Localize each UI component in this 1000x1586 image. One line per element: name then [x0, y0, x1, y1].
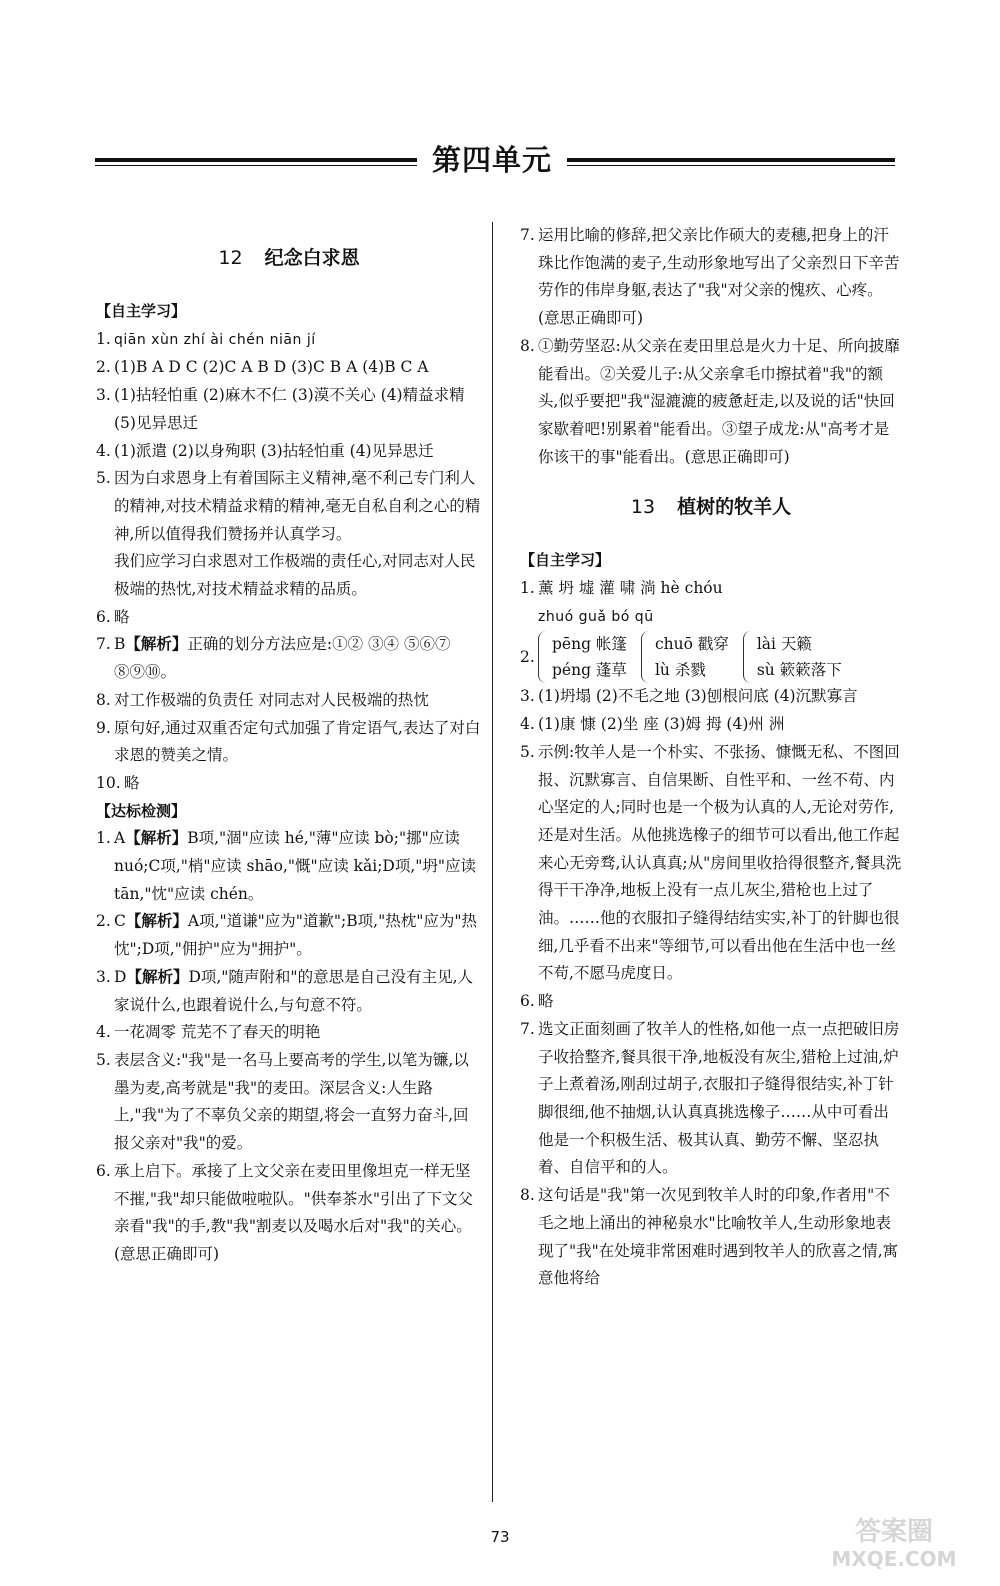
answer-item	[96, 687, 482, 715]
answer-item	[96, 825, 482, 908]
item-number: 3.	[520, 687, 535, 706]
section-heading: 【自主学习】	[520, 551, 611, 570]
answer-letter: D	[114, 967, 127, 986]
lesson-title: 纪念白求恩	[264, 247, 360, 269]
item-text: ①勤劳坚忍:从父亲在麦田里总是火力十足、所向披靡能看出。②关爱儿子:从父亲拿毛巾擦拭着"我"的额头,似乎要把"我"湿漉漉的疲惫赶走,以及说的话"快回家歇着吧!别累着"能看出。③望子成龙:从"高考才是你该干的事"能看出。(意思正确即可)	[538, 336, 900, 466]
lesson-13-heading	[520, 493, 902, 521]
item-number: 1.	[96, 329, 111, 348]
watermark-top: 答案圈	[854, 1517, 934, 1547]
lesson-number: 12	[218, 247, 243, 269]
item-text: 对工作极端的负责任 对同志对人民极端的热忱	[114, 690, 429, 709]
answer-item	[520, 1016, 902, 1182]
item-text: (1)B A D C (2)C A B D (3)C B A (4)B C A	[114, 358, 429, 377]
left-column	[96, 222, 482, 1269]
answer-item	[96, 1019, 482, 1047]
lesson-title: 植树的牧羊人	[677, 496, 792, 519]
item-text: 表层含义:"我"是一名马上要高考的学生,以笔为镰,以墨为麦,高考就是"我"的麦田。深层含义:人生路上,"我"为了不辜负父亲的期望,将会一直努力奋斗,回报父亲对"我"的爱。	[114, 1050, 469, 1153]
item-number: 2.	[96, 358, 111, 377]
item-number: 4.	[520, 715, 535, 734]
analysis-label: 【解析】	[125, 912, 188, 931]
item-text: (1)拈轻怕重 (2)麻木不仁 (3)漠不关心 (4)精益求精 (5)见异思迁	[114, 386, 465, 432]
item-text: A项,"道谦"应为"道歉";B项,"热枕"应为"热忱";D项,"佣护"应为"拥护"。	[114, 912, 477, 959]
item-text: 这句话是"我"第一次见到牧羊人时的印象,作者用"不毛之地上涌出的神秘泉水"比喻牧羊人,生动形象地表现了"我"在处境非常困难时遇到牧羊人的欣喜之情,寓意他将给	[538, 1186, 899, 1288]
brace-item: lài 天籁	[756, 635, 812, 654]
item-text: B项,"涸"应读 hé,"薄"应读 bò;"挪"应读 nuó;C项,"梢"应读 shāo,"慨"应读 kǎi;D项,"坍"应读 tān,"忱"应读 chén。	[114, 829, 477, 903]
watermark-logo	[804, 1510, 984, 1572]
item-number: 7.	[520, 226, 535, 244]
answer-item	[520, 1182, 902, 1293]
answer-item	[520, 575, 902, 631]
answer-item	[96, 438, 482, 466]
answer-item	[96, 548, 482, 603]
item-text: 薰 坍 墟 灌 啸 淌 hè chóu	[538, 579, 723, 598]
item-number: 1.	[520, 579, 535, 598]
brace-item: sù 簌簌落下	[756, 661, 842, 680]
answer-item-braces	[520, 631, 902, 683]
item-number: 10.	[96, 773, 121, 792]
item-text: 原句好,通过双重否定句式加强了肯定语气,表达了对白求恩的赞美之情。	[114, 718, 481, 765]
item-text: 正确的划分方法应是:①② ③④ ⑤⑥⑦ ⑧⑨⑩。	[114, 635, 451, 682]
brace-group	[641, 631, 729, 683]
brace-group	[743, 631, 842, 683]
item-pinyin: zhuó guǎ bó qū	[538, 608, 654, 625]
header-rule-right	[567, 158, 895, 162]
item-number: 4.	[96, 441, 111, 460]
item-number: 8.	[96, 690, 111, 709]
answer-item	[96, 604, 482, 632]
answer-item	[96, 1047, 482, 1158]
answer-item	[96, 770, 482, 798]
item-text: 略	[124, 773, 140, 792]
answer-item	[96, 1158, 482, 1269]
item-text: 一花凋零 荒芜不了春天的明艳	[114, 1023, 321, 1042]
section-heading: 【自主学习】	[96, 302, 187, 320]
answer-item	[96, 908, 482, 963]
answer-item	[520, 711, 902, 739]
item-number: 5.	[96, 1050, 111, 1069]
item-text: (1)坍塌 (2)不毛之地 (3)刨根问底 (4)沉默寡言	[538, 687, 858, 706]
item-number: 6.	[520, 992, 535, 1011]
answer-item	[96, 354, 482, 382]
item-number: 9.	[96, 718, 111, 737]
answer-item	[520, 739, 902, 988]
item-number: 7.	[96, 635, 111, 654]
item-number: 6.	[96, 607, 111, 626]
page-number: 73	[490, 1528, 510, 1546]
item-number: 6.	[96, 1161, 111, 1180]
brace-item: pēng 帐篷	[552, 635, 627, 654]
lesson-12-heading	[96, 244, 482, 272]
answer-item	[520, 222, 902, 333]
brace-mark	[641, 631, 652, 683]
item-number: 3.	[96, 967, 111, 986]
item-text: (1)派遣 (2)以身殉职 (3)拈轻怕重 (4)见异思迁	[114, 441, 434, 460]
brace-group	[538, 631, 627, 683]
unit-header	[95, 138, 895, 182]
watermark-bottom: MXQE.COM	[831, 1547, 957, 1571]
answer-item	[96, 465, 482, 548]
item-text: 因为白求恩身上有着国际主义精神,毫不利己专门利人的精神,对技术精益求精的精神,毫无自私自利之心的精神,所以值得我们赞扬并认真学习。	[114, 469, 481, 543]
answer-item	[96, 382, 482, 437]
brace-row	[538, 631, 902, 683]
item-text: 略	[538, 992, 554, 1011]
item-number: 5.	[96, 469, 111, 488]
answer-item	[520, 988, 902, 1016]
answer-item	[520, 333, 902, 472]
brace-item: péng 蓬草	[552, 661, 627, 680]
item-number: 8.	[520, 1186, 535, 1205]
item-text: 略	[114, 607, 130, 626]
answer-item	[96, 631, 482, 686]
brace-item: lù 杀戮	[654, 661, 706, 680]
item-number: 5.	[520, 742, 535, 761]
item-number: 2.	[96, 912, 111, 931]
item-text: D项,"随声附和"的意思是自己没有主见,人家说什么,也跟着说什么,与句意不符。	[114, 967, 473, 1014]
answer-item	[96, 964, 482, 1019]
item-number: 1.	[96, 829, 111, 848]
right-column	[520, 222, 902, 1293]
column-divider	[492, 222, 493, 1502]
unit-title: 第四单元	[431, 143, 552, 177]
item-text: 我们应学习白求恩对工作极端的责任心,对同志对人民极端的热忱,对技术精益求精的品质。	[114, 552, 476, 599]
item-number: 8.	[520, 336, 535, 355]
item-text: qiān xùn zhí ài chén niān jí	[114, 331, 316, 348]
answer-item	[96, 326, 482, 355]
answer-item	[520, 683, 902, 711]
item-text: 示例:牧羊人是一个朴实、不张扬、慷慨无私、不图回报、沉默寡言、自信果断、自性平和、一丝不苟、内心坚定的人;同时也是一个极为认真的人,无论对劳作,还是对生活。从他挑选橡子的细节可以看出,他工作起来心无旁骛,认认真真;从"房间里收拾得很整齐,餐具洗得干干净净,地板上没有一点儿灰尘,猎枪也上过了油。……他的衣服扣子缝得结结实实,补丁的针脚也很细,几乎看不出来"等细节,可以看出他在生活中也一丝不苟,不愿马虎度日。	[538, 742, 902, 983]
item-text: 承上启下。承接了上文父亲在麦田里像坦克一样无坚不摧,"我"却只能做啦啦队。"供奉茶水"引出了下文父亲看"我"的手,教"我"割麦以及喝水后对"我"的关心。(意思正确即可)	[114, 1161, 473, 1263]
item-number: 2.	[520, 648, 535, 667]
analysis-label: 【解析】	[125, 829, 188, 848]
brace-item: chuō 戳穿	[654, 635, 729, 654]
answer-letter: C	[114, 912, 126, 931]
brace-mark	[743, 631, 754, 683]
item-number: 3.	[96, 386, 111, 405]
item-text: (1)康 慷 (2)坐 座 (3)姆 拇 (4)州 洲	[538, 715, 785, 734]
brace-mark	[538, 631, 549, 683]
item-number: 4.	[96, 1023, 111, 1042]
header-rule-left	[95, 158, 417, 162]
lesson-number: 13	[630, 496, 656, 519]
item-text: 运用比喻的修辞,把父亲比作硕大的麦穗,把身上的汗珠比作饱满的麦子,生动形象地写出了父亲烈日下辛苦劳作的伟岸身躯,表达了"我"对父亲的愧疚、心疼。(意思正确即可)	[538, 226, 900, 328]
answer-letter: A	[114, 829, 126, 848]
analysis-label: 【解析】	[126, 967, 189, 986]
item-number: 7.	[520, 1019, 535, 1038]
item-text: 选文正面刻画了牧羊人的性格,如他一点一点把破旧房子收拾整齐,餐具很干净,地板没有灰尘,猎枪上过油,炉子上煮着汤,刚刮过胡子,衣服扣子缝得很结实,补丁针脚很细,他不抽烟,认认真真挑选橡子……从中可看出他是一个积极生活、极其认真、勤劳不懈、坚忍执着、自信平和的人。	[538, 1019, 900, 1177]
analysis-label: 【解析】	[125, 635, 188, 654]
answer-item	[96, 715, 482, 770]
section-heading: 【达标检测】	[96, 801, 187, 820]
answer-letter: B	[114, 635, 126, 654]
